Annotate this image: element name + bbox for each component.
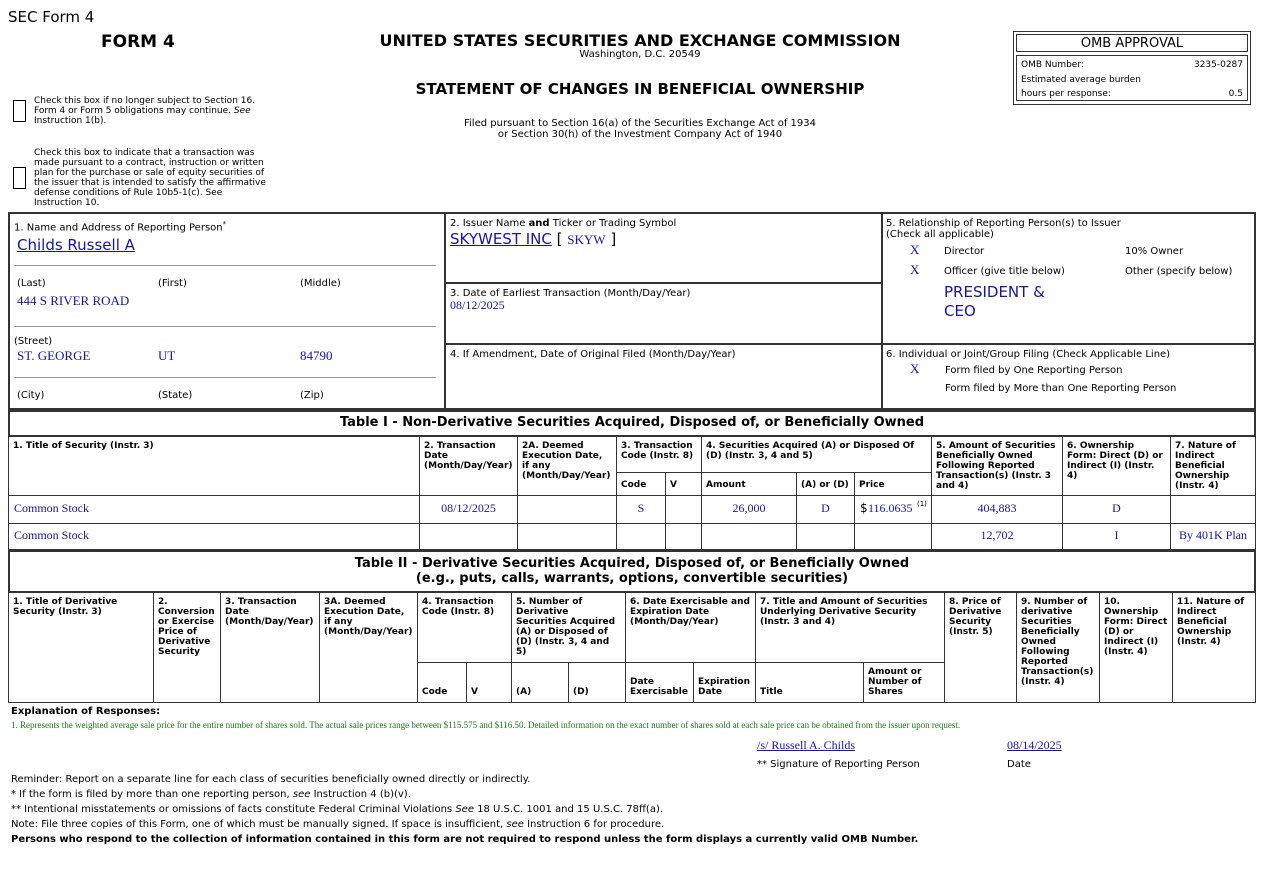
agency-location: Washington, D.C. 20549 <box>579 49 701 60</box>
reporting-person-label-text: 1. Name and Address of Reporting Person <box>14 222 223 234</box>
section16-see: See <box>233 106 251 116</box>
one-person-mark[interactable]: X <box>910 361 920 376</box>
t1-r2-price <box>854 523 932 550</box>
t2-col6-exp-header: Expiration Date <box>693 662 756 703</box>
section16-checkbox[interactable] <box>13 100 26 122</box>
street-label: (Street) <box>14 336 53 347</box>
t2-col8-header: 8. Price of Derivative Security (Instr. 5) <box>944 592 1017 703</box>
rule10b5-checkbox[interactable] <box>13 167 26 189</box>
t2-col5-header: 5. Number of Derivative Securities Acquired (A) or Disposed of (D) (Instr. 3, 4 and 5) <box>511 592 626 663</box>
zip-label: (Zip) <box>300 390 324 401</box>
t2-col7-header: 7. Title and Amount of Securities Underlying Derivative Security (Instr. 3 and 4) <box>755 592 945 663</box>
t1-col1-header: 1. Title of Security (Instr. 3) <box>8 436 420 496</box>
t2-col11-header: 11. Nature of Indirect Beneficial Ownership (Instr. 4) <box>1172 592 1256 703</box>
t1-r1-price-cell <box>854 495 932 524</box>
name-underline <box>14 265 436 266</box>
t1-col3-v-header: V <box>665 472 702 496</box>
rule10b5-text: Check this box to indicate that a transaction was made pursuant to a contract, instruction or written plan for the purchase or sale of equity securities of the issuer that is intended to satisfy the affirmative defense conditions of Rule 10b5-1(c). See Instruction 10. <box>34 148 266 208</box>
filing-label: 6. Individual or Joint/Group Filing (Check Applicable Line) <box>886 349 1171 360</box>
t1-col3-code-header: Code <box>616 472 666 496</box>
multiple-persons-see: see <box>292 789 311 800</box>
t1-r1-form: D <box>1062 495 1171 524</box>
issuer-label <box>450 218 676 229</box>
reporting-person-name[interactable]: Childs Russell A <box>17 236 135 254</box>
street-value: 444 S RIVER ROAD <box>17 293 130 308</box>
last-label: (Last) <box>17 278 46 289</box>
omb-burden-label: Estimated average burden <box>1021 75 1141 85</box>
t2-col3-header: 3. Transaction Date (Month/Day/Year) <box>220 592 320 703</box>
t1-col3-header: 3. Transaction Code (Instr. 8) <box>616 436 702 473</box>
officer-label: Officer (give title below) <box>944 266 1065 277</box>
signature-name[interactable]: /s/ Russell A. Childs <box>757 738 856 752</box>
t1-r2-amount <box>701 523 797 550</box>
table-row <box>8 495 420 524</box>
omb-number-label: OMB Number: <box>1021 60 1084 70</box>
ticker-bracket-open: [ <box>556 230 563 248</box>
t1-r1-price-symbol: $ <box>860 501 868 515</box>
t1-r2-form: I <box>1062 523 1171 550</box>
form-title: FORM 4 <box>101 32 175 52</box>
multiple-persons-pre: * If the form is filed by more than one reporting person, <box>11 789 290 800</box>
section16-text-main: Check this box if no longer subject to Section 16. Form 4 or Form 5 obligations may continue. <box>34 96 256 116</box>
t1-r1-price: 116.0635 <box>868 501 913 515</box>
section16-text <box>34 96 264 126</box>
t2-col5-a-header: (A) <box>511 662 569 703</box>
t1-r2-title: Common Stock <box>14 528 90 542</box>
table1-title: Table I - Non-Derivative Securities Acquired, Disposed of, or Beneficially Owned <box>339 415 925 430</box>
multiple-persons-note <box>11 789 411 800</box>
city-underline <box>14 377 436 378</box>
earliest-date-label: 3. Date of Earliest Transaction (Month/Day/Year) <box>450 288 691 299</box>
explanation-title: Explanation of Responses: <box>11 706 161 717</box>
t2-col2-header: 2. Conversion or Exercise Price of Derivative Security <box>153 592 221 703</box>
t1-r1-owned: 404,883 <box>931 495 1063 524</box>
omb-number-value: 3235-0287 <box>1193 60 1243 70</box>
t1-col4-header: 4. Securities Acquired (A) or Disposed Of (D) (Instr. 3, 4 and 5) <box>701 436 932 473</box>
filed-pursuant-2: or Section 30(h) of the Investment Company Act of 1940 <box>497 129 783 140</box>
issuer-label-pre: 2. Issuer Name <box>450 218 526 229</box>
officer-mark[interactable]: X <box>910 262 920 277</box>
reporting-person-label <box>14 220 226 233</box>
amendment-label: 4. If Amendment, Date of Original Filed (Month/Day/Year) <box>450 349 736 360</box>
t1-r1-code: S <box>616 495 666 524</box>
sec-form-label: SEC Form 4 <box>8 8 95 26</box>
table2-subtitle: (e.g., puts, calls, warrants, options, convertible securities) <box>415 571 849 586</box>
t2-col6-header: 6. Date Exercisable and Expiration Date (Month/Day/Year) <box>625 592 756 663</box>
t1-col5-header: 5. Amount of Securities Beneficially Owned Following Reported Transaction(s) (Instr. 3 and 4) <box>931 436 1063 496</box>
t1-col2a-header: 2A. Deemed Execution Date, if any (Month/Day/Year) <box>517 436 617 496</box>
t2-col7-amount-header: Amount or Number of Shares <box>863 662 945 703</box>
omb-details-box <box>1016 55 1248 101</box>
more-persons-label: Form filed by More than One Reporting Person <box>945 383 1177 394</box>
t1-r1-deemed <box>517 495 617 524</box>
t1-r1-v <box>665 495 702 524</box>
misstatements-see: See <box>455 804 474 815</box>
reminder-text: Reminder: Report on a separate line for each class of securities beneficially owned directly or indirectly. <box>11 774 531 785</box>
director-label: Director <box>944 246 985 257</box>
t2-col4-header: 4. Transaction Code (Instr. 8) <box>417 592 512 663</box>
t1-r2-ad <box>796 523 855 550</box>
city-value: ST. GEORGE <box>17 348 91 363</box>
t2-col5-d-header: (D) <box>568 662 626 703</box>
t1-r2-nature: By 401K Plan <box>1170 523 1256 550</box>
issuer-label-post: Ticker or Trading Symbol <box>552 218 677 229</box>
t2-col7-title-header: Title <box>755 662 864 703</box>
other-label: Other (specify below) <box>1125 266 1233 277</box>
omb-hours-value: 0.5 <box>1228 89 1243 99</box>
agency-title: UNITED STATES SECURITIES AND EXCHANGE COMMISSION <box>379 31 901 50</box>
t1-col2-header: 2. Transaction Date (Month/Day/Year) <box>419 436 518 496</box>
officer-title-2: CEO <box>944 302 976 320</box>
issuer-name[interactable]: SKYWEST INC <box>450 230 552 248</box>
relationship-label-2: (Check all applicable) <box>886 229 994 240</box>
zip-value: 84790 <box>300 348 333 363</box>
file-copies-post: Instruction 6 for procedure. <box>527 819 665 830</box>
t1-r2-owned: 12,702 <box>931 523 1063 550</box>
state-value: UT <box>158 348 176 363</box>
officer-title-1: PRESIDENT & <box>944 283 1045 301</box>
t1-r1-title: Common Stock <box>14 501 90 515</box>
multiple-persons-post: Instruction 4 (b)(v). <box>313 789 411 800</box>
t2-col10-header: 10. Ownership Form: Direct (D) or Indirect (I) (Instr. 4) <box>1099 592 1173 703</box>
t2-col6-ex-header: Date Exercisable <box>625 662 694 703</box>
t1-r2-deemed <box>517 523 617 550</box>
statement-title: STATEMENT OF CHANGES IN BENEFICIAL OWNERSHIP <box>415 80 865 98</box>
t1-r1-nature <box>1170 495 1256 524</box>
t1-col6-header: 6. Ownership Form: Direct (D) or Indirect (I) (Instr. 4) <box>1062 436 1171 496</box>
t1-r2-v <box>665 523 702 550</box>
t1-r1-amount: 26,000 <box>701 495 797 524</box>
t1-r2-code <box>616 523 666 550</box>
ticker-bracket-close: ] <box>610 230 617 248</box>
date-label: Date <box>1007 759 1031 770</box>
t1-col7-header: 7. Nature of Indirect Beneficial Ownership (Instr. 4) <box>1170 436 1256 496</box>
omb-hours-label: hours per response: <box>1021 89 1111 99</box>
misstatements-pre: ** Intentional misstatements or omissions of facts constitute Federal Criminal Violations <box>11 804 453 815</box>
signature-date[interactable]: 08/14/2025 <box>1007 738 1062 752</box>
file-copies-note <box>11 819 664 830</box>
t1-r1-ad: D <box>796 495 855 524</box>
t1-r2-date <box>419 523 518 550</box>
t1-r1-price-footnote: (1) <box>917 500 927 508</box>
issuer-label-and: and <box>528 218 550 229</box>
omb-notice: Persons who respond to the collection of information contained in this form are not required to respond unless the form displays a currently valid OMB Number. <box>11 834 919 845</box>
misstatements-post: 18 U.S.C. 1001 and 15 U.S.C. 78ff(a). <box>477 804 664 815</box>
one-person-label: Form filed by One Reporting Person <box>945 365 1123 376</box>
t1-col4-price-header: Price <box>854 472 932 496</box>
section16-text-instr: Instruction 1(b). <box>34 116 107 126</box>
file-copies-pre: Note: File three copies of this Form, one of which must be manually signed. If space is insufficient, <box>11 819 504 830</box>
t2-col9-header: 9. Number of derivative Securities Beneficially Owned Following Reported Transaction(s) (Instr. 4) <box>1016 592 1100 703</box>
omb-approval-box <box>1013 31 1251 105</box>
t2-col1-header: 1. Title of Derivative Security (Instr. 3) <box>8 592 154 703</box>
first-label: (First) <box>158 278 187 289</box>
ticker-symbol: SKYW <box>567 232 606 247</box>
t1-col4-ad-header: (A) or (D) <box>796 472 855 496</box>
t1-col4-amount-header: Amount <box>701 472 797 496</box>
t1-r1-date: 08/12/2025 <box>419 495 518 524</box>
table2-title: Table II - Derivative Securities Acquired, Disposed of, or Beneficially Owned <box>354 556 910 571</box>
t2-col4-v-header: V <box>466 662 512 703</box>
city-label: (City) <box>17 390 45 401</box>
issuer-name-line <box>450 230 616 248</box>
street-underline <box>14 326 436 327</box>
t2-col3a-header: 3A. Deemed Execution Date, if any (Month/Day/Year) <box>319 592 418 703</box>
explanation-footnote-1: 1. Represents the weighted average sale price for the entire number of shares sold. The actual sale prices range between $115.575 and $116.50. Detailed information on the exact number of shares sold at each sale price can be obtained from the issuer upon request. <box>11 720 961 730</box>
reporting-person-asterisk: * <box>222 220 227 228</box>
middle-label: (Middle) <box>300 278 341 289</box>
state-label: (State) <box>158 390 193 401</box>
earliest-date-value: 08/12/2025 <box>450 298 505 312</box>
signature-label: ** Signature of Reporting Person <box>757 759 920 770</box>
relationship-label-1: 5. Relationship of Reporting Person(s) to Issuer <box>886 218 1121 229</box>
omb-title-box: OMB APPROVAL <box>1016 34 1248 52</box>
ten-percent-owner-label: 10% Owner <box>1125 246 1184 257</box>
filed-pursuant-1: Filed pursuant to Section 16(a) of the Securities Exchange Act of 1934 <box>464 118 816 129</box>
file-copies-see: see <box>506 819 524 830</box>
t2-col4-code-header: Code <box>417 662 467 703</box>
director-mark[interactable]: X <box>910 242 920 257</box>
misstatements-note <box>11 804 663 815</box>
table-row <box>8 523 420 550</box>
